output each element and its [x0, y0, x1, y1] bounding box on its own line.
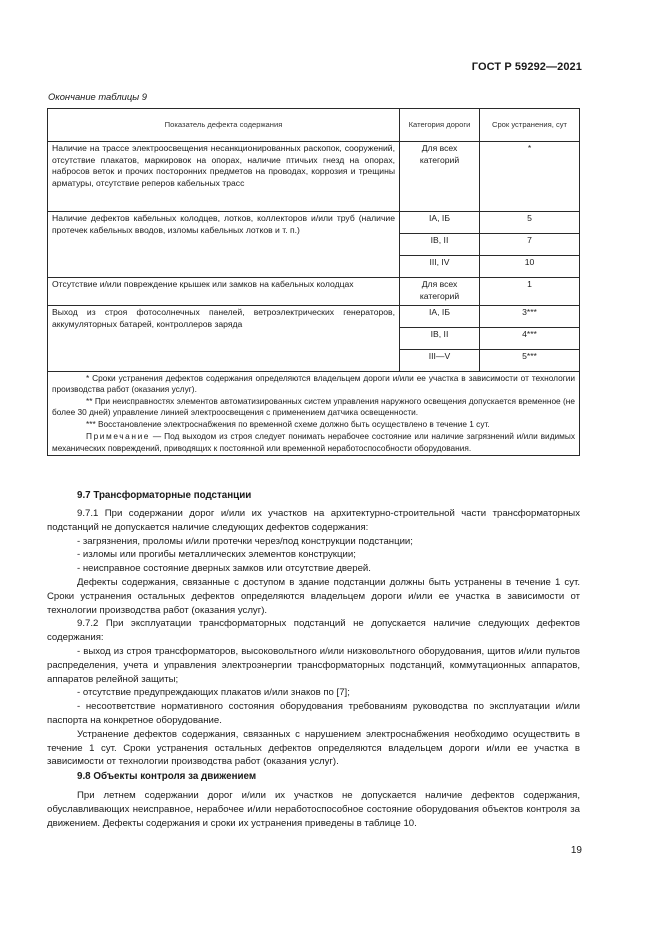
- defects-table: [47, 108, 580, 456]
- footnotes-cell: [48, 372, 580, 456]
- term-cell: 3***: [480, 306, 580, 328]
- note-label: Примечание: [86, 431, 151, 442]
- term-cell: 7: [480, 234, 580, 256]
- list-item: - отсутствие предупреждающих плакатов и/или знаков по [7];: [77, 687, 350, 699]
- table-row: [48, 306, 580, 328]
- table-header-row: [48, 109, 580, 142]
- note-text: — Под выходом из строя следует понимать нерабочее состояние или наличие загрязнений и/или видимых механических повреждений, приводящих к постоянной или временной неработоспособности оборудования.: [52, 431, 575, 453]
- section-9-7-body: [47, 507, 580, 769]
- section-9-8-title: 9.8 Объекты контроля за движением: [77, 771, 257, 782]
- paragraph-9-7-1: 9.7.1 При содержании дорог и/или их участков на архитектурно-строительной части трансформаторных подстанций не допускается наличие следующих дефектов содержания:: [47, 508, 580, 533]
- list-item: - изломы или прогибы металлических элементов конструкции;: [77, 549, 356, 561]
- category-cell: IA, IБ: [400, 306, 480, 328]
- category-cell: III, IV: [400, 256, 480, 278]
- term-cell: *: [480, 142, 580, 212]
- category-cell: IB, II: [400, 234, 480, 256]
- indicator-cell: Выход из строя фотосолнечных панелей, ветроэлектрических генераторов, аккумуляторных батарей, контроллеров заряда: [48, 306, 400, 372]
- standard-designation: ГОСТ Р 59292—2021: [471, 61, 582, 73]
- term-cell: 1: [480, 278, 580, 306]
- column-header-category: Категория дороги: [400, 109, 480, 142]
- list-item: - несоответствие нормативного состояния оборудования требованиям руководства по эксплуатации и/или паспорта на конкретное оборудование.: [47, 701, 580, 726]
- column-header-indicator: Показатель дефекта содержания: [48, 109, 400, 142]
- indicator-cell: Наличие дефектов кабельных колодцев, лотков, коллекторов и/или труб (наличие протечек кабельных вводов, изломы кабельных лотков и т. п.): [48, 212, 400, 278]
- table-row: [48, 142, 580, 212]
- category-cell: IB, II: [400, 328, 480, 350]
- column-header-term: Срок устранения, сут: [480, 109, 580, 142]
- term-cell: 4***: [480, 328, 580, 350]
- category-cell: Для всех категорий: [400, 142, 480, 212]
- indicator-cell: Наличие на трассе электроосвещения несанкционированных раскопок, сооружений, отсутствие плакатов, маркировок на опорах, наличие птичьих гнезд на опорах, набросов веток и прочих посторонних предметов на проводах, коррозия и трещины арматуры, отсутствие реперов кабельных трасс: [48, 142, 400, 212]
- term-cell: 5: [480, 212, 580, 234]
- list-item: - загрязнения, проломы и/или протечки через/под конструкции подстанции;: [77, 535, 413, 547]
- paragraph-9-7-2: 9.7.2 При эксплуатации трансформаторных подстанций не допускается наличие следующих дефектов содержания:: [47, 618, 580, 644]
- indicator-cell: Отсутствие и/или повреждение крышек или замков на кабельных колодцах: [48, 278, 400, 306]
- footnote-3: *** Восстановление электроснабжения по временной схеме должно быть осуществлено в течение 1 сут.: [86, 419, 490, 430]
- table-note: [52, 431, 575, 453]
- footnotes-row: [48, 372, 580, 456]
- category-cell: Для всех категорий: [400, 278, 480, 306]
- section-9-8-body: [47, 789, 580, 830]
- paragraph-power-defects: Устранение дефектов содержания, связанных с нарушением электроснабжения необходимо осуществить в течение 1 сут. Сроки устранения остальных дефектов определяются владельцем дороги и/или ее участка в зависимости от технологии производства работ (оказания услуг).: [47, 728, 580, 768]
- term-cell: 10: [480, 256, 580, 278]
- table-row: [48, 278, 580, 306]
- table-caption: Окончание таблицы 9: [48, 91, 147, 102]
- footnote-1: * Сроки устранения дефектов содержания определяются владельцем дороги и/или ее участка в зависимости от технологии производства работ (оказания услуг).: [52, 373, 575, 395]
- term-cell: 5***: [480, 350, 580, 372]
- list-item: - выход из строя трансформаторов, высоковольтного и/или низковольтного оборудования, щитов и/или пультов распределения, учета и управления электроэнергии трансформаторных подстанций, коммутационных аппаратов, аппаратов релейной защиты;: [47, 645, 580, 685]
- page-number: 19: [570, 845, 582, 856]
- table-row: [48, 212, 580, 234]
- paragraph-9-8: При летнем содержании дорог и/или их участков не допускается наличие дефектов содержания, обуславливающих неисправное, нерабочее и/или неработоспособное состояние оборудования объектов контроля за движением. Дефекты содержания и сроки их устранения приведены в таблице 10.: [47, 790, 580, 829]
- category-cell: IA, IБ: [400, 212, 480, 234]
- paragraph-access-defects: Дефекты содержания, связанные с доступом в здание подстанции должны быть устранены в течение 1 сут. Сроки устранения остальных дефектов определяются владельцем дороги и/или ее участка в зависимости от технологии производства работ (оказания услуг).: [47, 576, 580, 616]
- list-item: - неисправное состояние дверных замков или отсутствие дверей.: [77, 563, 371, 575]
- category-cell: III—V: [400, 350, 480, 372]
- footnote-2: ** При неисправностях элементов автоматизированных систем управления наружного освещения допускается временное (не более 30 дней) управление линией электроосвещения с применением датчика освещенности.: [52, 396, 575, 418]
- section-9-7-title: 9.7 Трансформаторные подстанции: [77, 490, 252, 501]
